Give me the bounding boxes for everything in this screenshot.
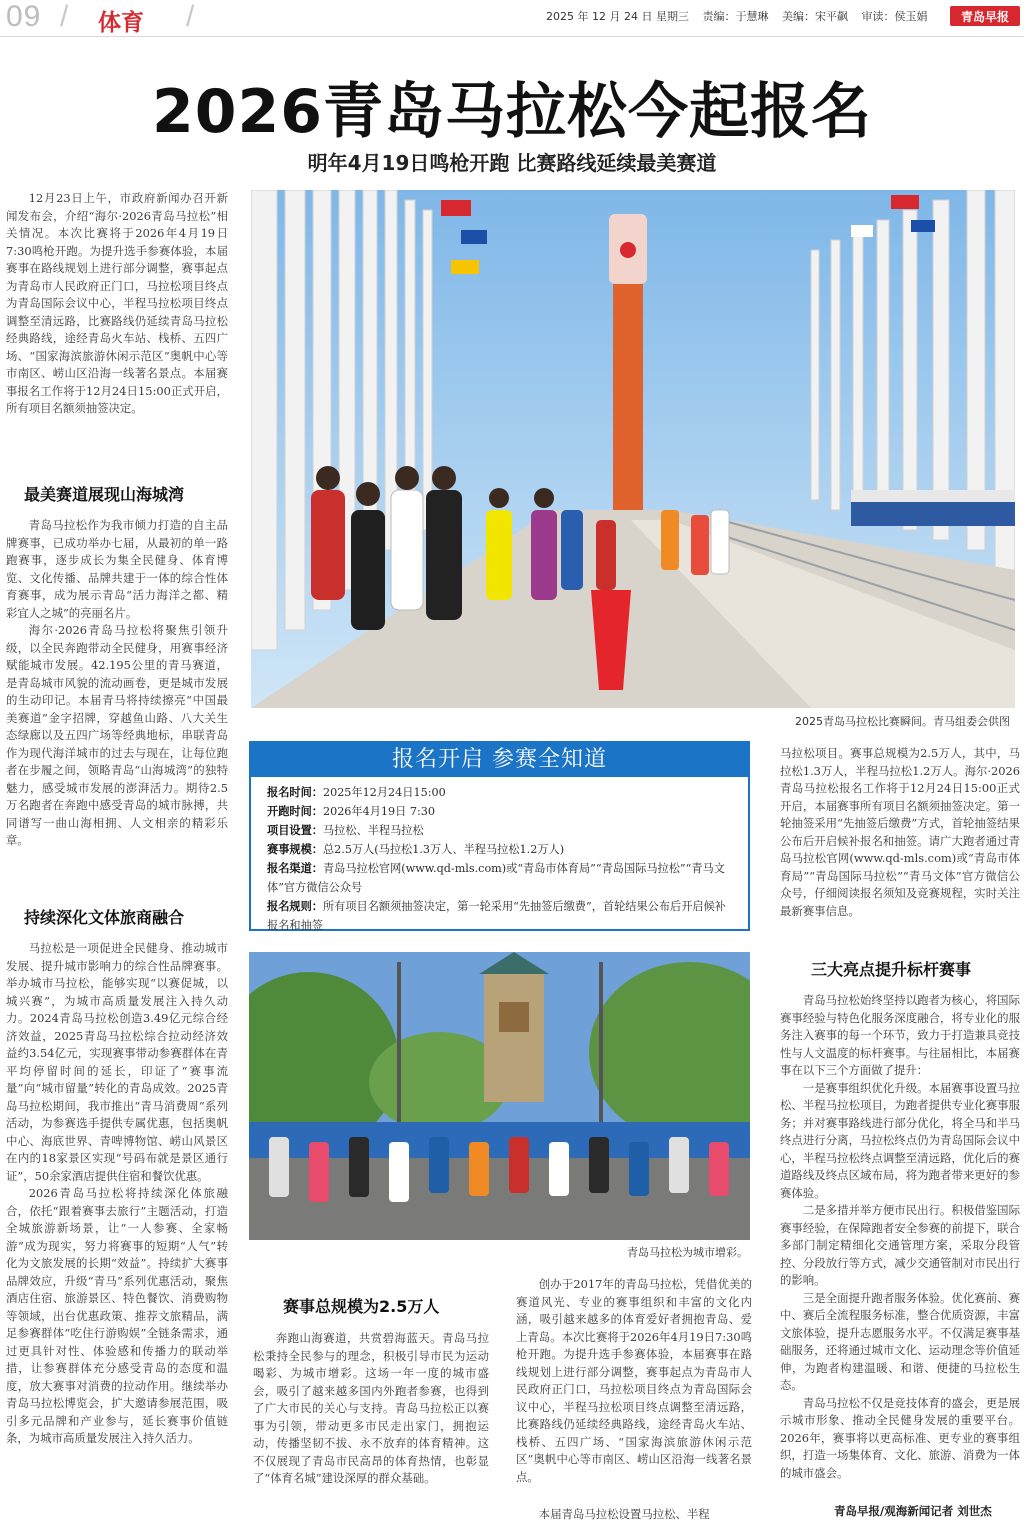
runners-crowd-illustration [249,952,750,1240]
art-editor-credit: 美编：宋平飙 [781,10,848,23]
info-box-title: 报名开启 参赛全知道 [251,743,748,777]
page-number: 09 [6,0,42,33]
section-3-column-b: 创办于2017年的青岛马拉松，凭借优美的赛道风光、专业的赛事组织和丰富的文化内涵，吸引越来越多的体育爱好者拥抱青岛、爱上青岛。本次比赛将于2026年4月19日7:30鸣枪开跑。为提升选手参赛体验，本届赛事在路线规划上进行部分调整，赛事起点为青岛市人民政府正门口，马拉松项目终点为青岛国际会议中心，半程马拉松项目终点调整至清远路，比赛路线仍延续经典路线，途经青岛火车站、栈桥、五四广场、“国家海滨旅游休闲示范区”奥帆中心等市南区、崂山区沿海一线著名景点。 [516,1277,752,1484]
issue-info [546,8,937,24]
section-3-column-c: 马拉松项目。赛事总规模为2.5万人，其中，马拉松1.3万人，半程马拉松1.2万人。海尔·2026青岛马拉松报名工作将于12月24日15:00正式开启，本届赛事所有项目名额须抽签决定。第一轮抽签采用“先抽签后缴费”方式，首轮抽签结果公布后开启候补报名和抽签。请广大跑者通过青岛马拉松官网(www.qd-mls.com)或“青岛市体育局”“青岛国际马拉松”“青马文体”官方微信公众号，仔细阅读报名须知及竞赛规程，实时关注最新赛事信息。 [780,746,1020,918]
registration-info-box [249,741,750,931]
info-row-rules: 报名规则：所有项目名额须抽签决定，第一轮采用“先抽签后缴费”，首轮结果公布后开启候补报名和抽签 [267,900,726,932]
newspaper-logo: 青岛早报 [950,6,1020,26]
info-box-body [267,783,737,935]
section-title-2: 持续深化文体旅商融合 [24,908,185,927]
section-title-4: 三大亮点提升标杆赛事 [811,960,972,979]
section-4-body: 青岛马拉松始终坚持以跑者为核心，将国际赛事经验与特色化服务深度融合，将专业化的服务注入赛事的每一个环节，致力于打造兼具竞技性与人文温度的标杆赛事。与往届相比，本届赛事在以下三个方面做了提升： 一是赛事组织优化升级。本届赛事设置马拉松、半程马拉松项目，为跑者提供专业化赛事服务；并对赛事路线进行部分优化，将全马和半马终点进行分离，马拉松终点仍为青岛国际会议中心，半程马拉松终点调整至清远路，优化后的赛道路线及终点区域布局，将为跑者带来更好的参赛体验。 二是多措并举方便市民出行。积极借鉴国际赛事经验，在保障跑者安全参赛的前提下，联合多部门制定精细化交通管理方案，采取分段管控、分段放行等方式，减少交通管制对市民出行的影响。 三是全面提升跑者服务体验。优化赛前、赛中、赛后全流程服务标准，整合优质资源，丰富文旅体验，提升志愿服务水平。不仅满足赛事基础服务，还将通过城市文化、运动理念等价值延伸，为跑者构建温暖、和谐、便捷的马拉松生态。 青岛马拉松不仅是竞技体育的盛会，更是展示城市形象、推动全民健身发展的重要平台。2026年，赛事将以更高标准、更专业的赛事组织，打造一场集体育、文化、旅游、消费为一体的城市盛会。 [780,993,1020,1480]
info-row-start-time: 开跑时间：2026年4月19日 7:30 [267,805,436,818]
info-row-channels: 报名渠道：青岛马拉松官网(www.qd-mls.com)或“青岛市体育局”“青岛国际马拉松”“青马文体”官方微信公众号 [267,862,725,894]
article-headline: 2026青岛马拉松今起报名 [152,77,872,147]
info-row-registration-time: 报名时间：2025年12月24日15:00 [267,786,446,799]
second-photo-caption: 青岛马拉松为城市增彩。 [627,1246,748,1259]
proofreader-credit: 审读：侯玉娟 [861,10,928,23]
editor-credit: 责编：于慧琳 [702,10,769,23]
divider-slash: / [60,0,69,33]
article-subheadline: 明年4月19日鸣枪开跑 比赛路线延续最美赛道 [307,151,717,175]
divider-slash: / [186,0,195,33]
second-photo-runners [249,952,750,1240]
section-title-3: 赛事总规模为2.5万人 [283,1297,440,1316]
info-row-events: 项目设置：马拉松、半程马拉松 [267,824,424,837]
issue-date: 2025 年 12 月 24 日 星期三 [546,10,689,23]
section-1-body: 青岛马拉松作为我市倾力打造的自主品牌赛事，已成功举办七届，从最初的单一路跑赛事，逐步成长为集全民健身、体育博览、文化传播、品牌共建于一体的综合性体育赛事，成为展示青岛“活力海洋之都、精彩宜人之城”的亮丽名片。 海尔·2026青岛马拉松将聚焦引领升级，以全民奔跑带动全民健身，用赛事经济赋能城市发展。42.195公里的青马赛道，是青岛城市风貌的流动画卷，更是城市发展的生动印记。本届青马将持续擦亮“中国最美赛道”金字招牌，穿越鱼山路、八大关生态绿廊以及五四广场等经典地标，串联青岛作为现代海洋城市的过去与现在，让每位跑者在步履之间，领略青岛“山海城湾”的独特魅力，感受城市发展的澎湃活力。期待2.5万名跑者在奔跑中感受青岛的城市脉搏，共同谱写一曲山海相拥、人文相亲的精彩乐章。 [6,518,228,847]
info-row-scale: 赛事规模：总2.5万人(马拉松1.3万人、半程马拉松1.2万人) [267,843,565,856]
marathon-photo-illustration [251,190,1015,708]
section-3-column-a: 奔跑山海赛道，共赏碧海蓝天。青岛马拉松秉持全民参与的理念，积极引导市民为运动喝彩、为城市增彩。这场一年一度的城市盛会，吸引了越来越多国内外跑者参赛，也得到了广大市民的关心与支持。青岛马拉松正以赛事为引领，带动更多市民走出家门，拥抱运动，传播坚韧不拔、永不放弃的体育精神。这不仅展现了青岛市民高昂的体育热情，也彰显了“体育名城”建设深厚的群众基础。 [253,1331,489,1485]
header-divider [0,36,1024,37]
page-header [0,0,1024,36]
section-2-body: 马拉松是一项促进全民健身、推动城市发展、提升城市影响力的综合性品牌赛事。举办城市马拉松，能够实现“以赛促城，以城兴赛”，为城市高质量发展注入持久动力。2024青岛马拉松创造3.49亿元综合经济效益，2025青岛马拉松综合拉动经济效益约3.54亿元，实现赛事带动参赛群体在青平均停留时间的延长，印证了“赛事流量”向“城市留量”转化的青岛成效。2025青岛马拉松期间，我市推出“青马消费周”系列活动，为参赛选手提供专属优惠，包括奥帆中心、海底世界、青啤博物馆、崂山风景区在内的18家景区实现“号码布就是景区通行证”，50余家酒店提供住宿和餐饮优惠。 2026青岛马拉松将持续深化体旅融合，依托“跟着赛事去旅行”主题活动，打造全城旅游新场景，让“一人参赛、全家畅游”成为现实，努力将赛事的短期“人气”转化为文旅发展的长期“效益”。持续扩大赛事品牌效应，升级“青马”系列优惠活动，聚焦酒店住宿、旅游景区、特色餐饮、消费购物等领域，出台优惠政策、推荐文旅精品，满足参赛群体“吃住行游购娱”全链条需求，通过更具针对性、体验感和传播力的联动举措，让参赛群体充分感受青岛的态度和温度，放大赛事对消费的拉动作用。继续举办青岛马拉松博览会，扩大邀请参展范围，吸引多元品牌和产业参与，延长赛事价值链条，为城市高质量发展注入持久活力。 [6,941,228,1445]
main-photo-marathon-runners [251,190,1015,708]
reporter-byline: 青岛早报/观海新闻记者 刘世杰 [834,1504,992,1518]
lead-paragraph: 12月23日上午，市政府新闻办召开新闻发布会，介绍“海尔·2026青岛马拉松”相关情况。本次比赛将于2026年4月19日7:30鸣枪开跑。为提升选手参赛体验，本届赛事在路线规划上进行部分调整，赛事起点为青岛市人民政府正门口，马拉松项目终点为青岛国际会议中心，半程马拉松项目终点调整至清远路，比赛路线仍延续青岛马拉松经典路线，途经青岛火车站、栈桥、五四广场、“国家海滨旅游休闲示范区”奥帆中心等市南区、崂山区沿海一线著名景点。本届赛事报名工作将于12月24日15:00正式开启，所有项目名额须抽签决定。 [6,191,228,415]
section-name: 体育 [98,10,144,36]
section-title-1: 最美赛道展现山海城湾 [24,485,185,504]
main-photo-caption: 2025青岛马拉松比赛瞬间。青马组委会供图 [795,715,1010,728]
section-3-column-b-tail: 本届青岛马拉松设置马拉松、半程 [538,1507,710,1521]
